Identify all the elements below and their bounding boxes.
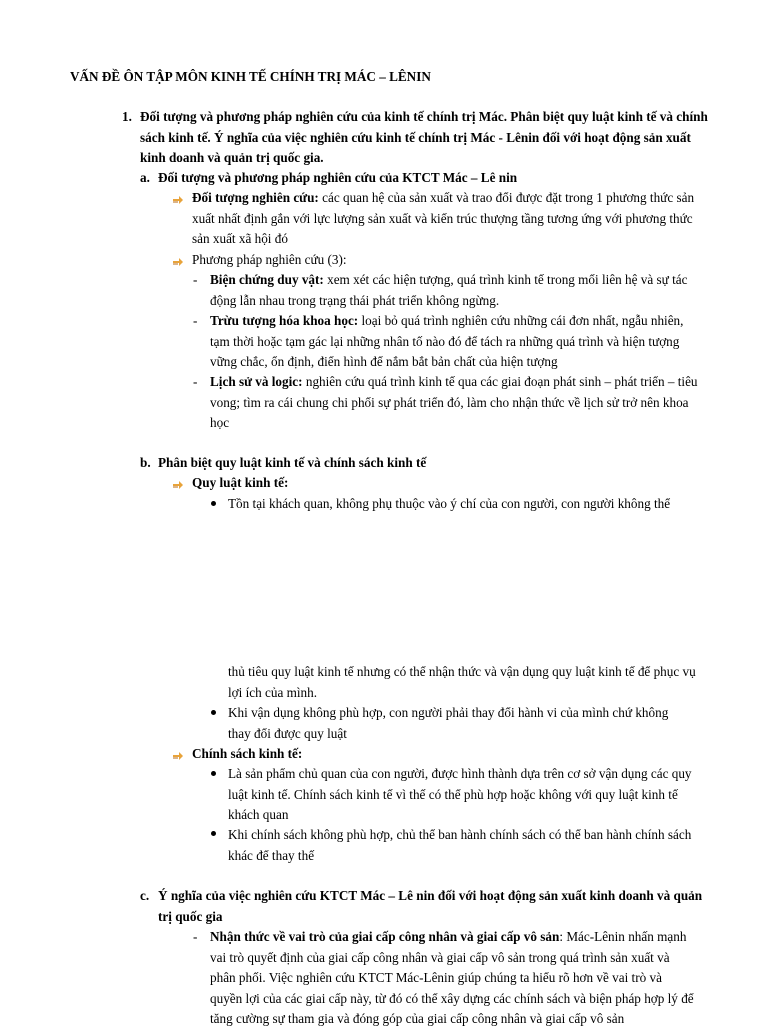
bullet-dot <box>211 710 216 715</box>
economic-policy-label: Chính sách kinh tế: <box>192 746 303 761</box>
method-abstraction <box>210 311 700 373</box>
method-2-label: Trừu tượng hóa khoa học: <box>210 313 359 328</box>
method-3-label: Lịch sử và logic: <box>210 374 303 389</box>
arrow-bullet-icon <box>172 255 184 267</box>
bullet-dot <box>211 501 216 506</box>
section-a-heading: Đối tượng và phương pháp nghiên cứu của KTCT Mác – Lê nin <box>158 170 518 185</box>
section-b-heading: Phân biệt quy luật kinh tế và chính sách kinh tế <box>158 455 427 470</box>
section-a-letter: a. <box>140 170 150 185</box>
object-label: Đối tượng nghiên cứu: <box>192 190 319 205</box>
method-history-logic <box>210 372 700 434</box>
method-3-text: nghiên cứu quá trình kinh tế qua các giai đoạn phát sinh – phát triển – tiêu vong; tìm ra cái chung chi phối sự phát triển đó, làm cho nhận thức về lịch sử trở nên khoa học <box>210 374 698 430</box>
significance-1-label: Nhận thức về vai trò của giai cấp công nhân và giai cấp vô sản <box>210 929 560 944</box>
significance-1-text: : Mác-Lênin nhấn mạnh vai trò quyết định của giai cấp công nhân và giai cấp vô sản trong quá trình sản xuất và phân phối. Việc nghiên cứu KTCT Mác-Lênin giúp chúng ta hiểu rõ hơn về vai trò và quyền lợi của các giai cấp này, từ đó có thể xây dựng các chính sách và biện pháp hợp lý để tăng cường sự tham gia và đóng góp của giai cấp công nhân và giai cấp vô sản <box>210 929 694 1026</box>
arrow-bullet-icon <box>172 749 184 761</box>
economic-law-point-1b: thủ tiêu quy luật kinh tế nhưng có thể nhận thức và vận dụng quy luật kinh tế để phục vụ lợi ích của mình. <box>228 664 696 700</box>
method-dialectical <box>210 270 700 311</box>
q1-number: 1. <box>122 109 132 124</box>
bullet-dot <box>211 831 216 836</box>
q1-heading: Đối tượng và phương pháp nghiên cứu của kinh tế chính trị Mác. Phân biệt quy luật kinh tế và chính sách kinh tế. Ý nghĩa của việc nghiên cứu kinh tế chính trị Mác - Lênin đối với hoạt động sản xuất kinh doanh và quản trị quốc gia. <box>140 109 708 165</box>
methods-label: Phương pháp nghiên cứu (3): <box>192 252 347 267</box>
document-title: VẤN ĐỀ ÔN TẬP MÔN KINH TẾ CHÍNH TRỊ MÁC – LÊNIN <box>70 69 431 84</box>
section-c-letter: c. <box>140 888 150 903</box>
economic-policy-point-1: Là sản phẩm chủ quan của con người, được hình thành dựa trên cơ sở vận dụng các quy luật kinh tế. Chính sách kinh tế vì thế có thể phù hợp hoặc không với quy luật kinh tế khách quan <box>228 766 692 822</box>
section-b-letter: b. <box>140 455 151 470</box>
dash-marker: - <box>193 929 198 944</box>
object-text: các quan hệ của sản xuất và trao đổi được đặt trong 1 phương thức sản xuất nhất định gắn với lực lượng sản xuất và kiến trúc thượng tầng tương ứng với phương thức sản xuất xã hội đó <box>192 190 695 246</box>
arrow-bullet-icon <box>172 193 184 205</box>
economic-policy-point-2: Khi chính sách không phù hợp, chủ thể ban hành chính sách có thể ban hành chính sách khác để thay thế <box>228 827 692 863</box>
bullet-dot <box>211 771 216 776</box>
economic-law-point-1a: Tồn tại khách quan, không phụ thuộc vào ý chí của con người, con người không thể <box>228 496 671 511</box>
section-c-heading: Ý nghĩa của việc nghiên cứu KTCT Mác – Lê nin đối với hoạt động sản xuất kinh doanh và quản trị quốc gia <box>158 888 703 924</box>
arrow-bullet-icon <box>172 478 184 490</box>
significance-item-1 <box>210 927 695 1030</box>
dash-marker: - <box>193 313 198 328</box>
method-2-text: loại bỏ quá trình nghiên cứu những cái đơn nhất, ngẫu nhiên, tạm thời hoặc tạm gác lại những nhân tố nào đó để tách ra những quá trình và hiện tượng vững chắc, ổn định, điển hình để nắm bắt bản chất của hiện tượng <box>210 313 684 369</box>
method-1-text: xem xét các hiện tượng, quá trình kinh tế trong mối liên hệ và sự tác động lẫn nhau trong trạng thái phát triển không ngừng. <box>210 272 688 308</box>
dash-marker: - <box>193 272 198 287</box>
dash-marker: - <box>193 374 198 389</box>
method-1-label: Biện chứng duy vật: <box>210 272 324 287</box>
economic-law-point-2: Khi vận dụng không phù hợp, con người phải thay đổi hành vi của mình chứ không thay đổi được quy luật <box>228 705 669 741</box>
economic-law-label: Quy luật kinh tế: <box>192 475 289 490</box>
object-of-study <box>192 188 697 250</box>
